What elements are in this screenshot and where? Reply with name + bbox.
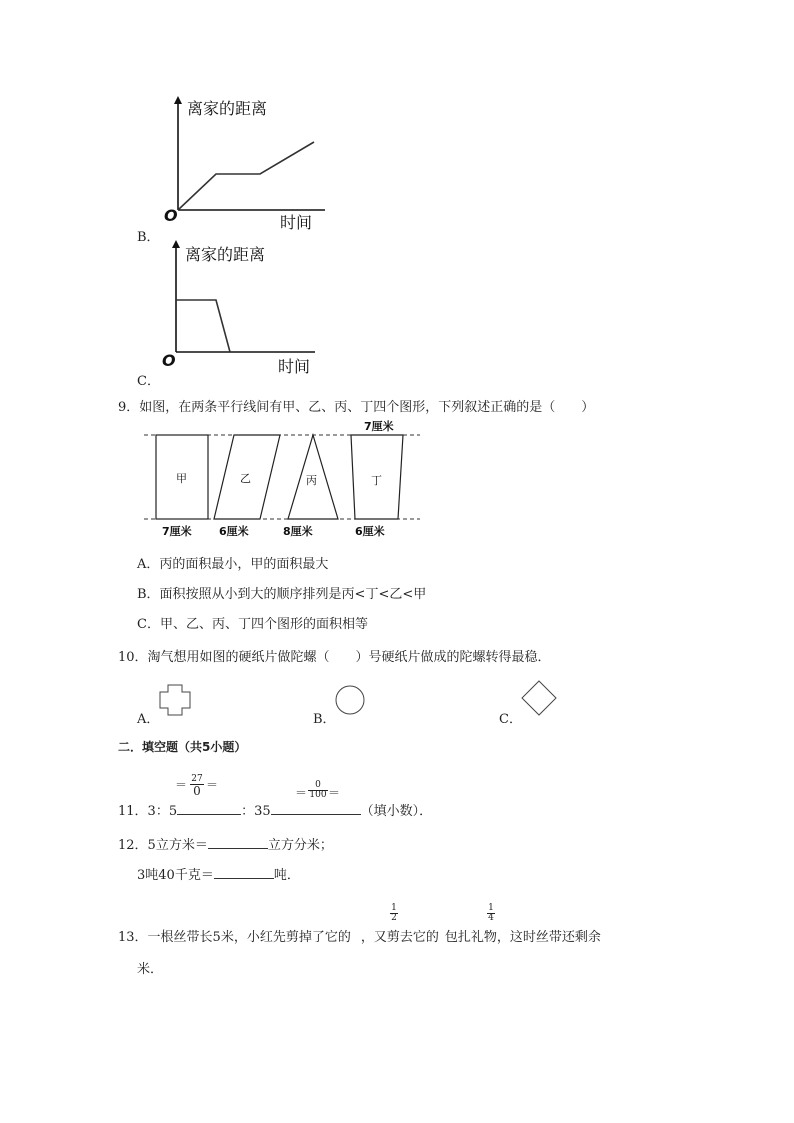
top-length-label: 7厘米 [364, 420, 394, 433]
shape-label-bing: 丙 [306, 474, 317, 487]
circle-shape-icon [334, 684, 366, 716]
shape-label-yi: 乙 [240, 472, 251, 485]
graph-b-line [178, 142, 314, 210]
graph-c-line [176, 300, 230, 352]
shape-label-jia: 甲 [176, 472, 187, 485]
q11-frac2 [295, 784, 307, 801]
graph-c-xlabel: 时间 [278, 357, 311, 376]
q13-line-2: 米． [137, 962, 164, 977]
shape-label-ding: 丁 [371, 474, 382, 487]
q11-blank-1[interactable] [177, 802, 241, 815]
q11-line [118, 800, 432, 819]
option-c-label: C． [137, 374, 160, 389]
q12-line2-suffix: 吨． [273, 868, 300, 883]
q10-option-a-label: A． [137, 712, 160, 727]
q11-frac1 [175, 776, 187, 793]
q11-suffix: （填小数）． [360, 804, 433, 819]
q11-fraction-1 [190, 775, 204, 798]
q13-frac2-den: 4 [488, 913, 494, 923]
graph-b [160, 92, 360, 232]
q10-option-c-label: C． [499, 712, 522, 727]
q12-line-1 [118, 834, 333, 853]
cross-shape-icon [158, 684, 192, 718]
q11-frac1-eq2: ＝ [206, 778, 219, 792]
q13-fraction-half [390, 904, 398, 923]
q11-frac1-num: 27 [191, 774, 203, 784]
q12-blank-2[interactable] [214, 866, 274, 879]
q12-line2-prefix: 3吨40千克＝ [137, 868, 214, 883]
q9-question: 9．如图，在两条平行线间有甲、乙、丙、丁四个图形，下列叙述正确的是（ ） [118, 400, 595, 415]
q11-frac1-den: 0 [193, 784, 201, 798]
graph-b-ylabel: 离家的距离 [187, 99, 268, 118]
graph-b-xlabel: 时间 [280, 213, 313, 232]
q9-option-c: C．甲、乙、丙、丁四个图形的面积相等 [137, 617, 368, 632]
section-heading: 二．填空题（共5小题） [118, 740, 247, 754]
q12-line1-prefix: 12．5立方米＝ [118, 838, 208, 853]
bottom-label-bing: 8厘米 [283, 525, 313, 538]
q11-prefix: 11．3：5 [118, 804, 178, 819]
q11-frac2-num: 0 [308, 781, 328, 791]
q13-part2: ，又剪去它的 [360, 930, 439, 945]
bottom-label-yi: 6厘米 [219, 525, 249, 538]
q11-frac2-den: 100 [309, 790, 327, 800]
graph-c-origin: O [162, 351, 176, 370]
q11-frac1-eq: ＝ [175, 778, 188, 792]
q10-option-b-label: B． [313, 712, 336, 727]
q11-fraction-2 [308, 781, 328, 800]
graph-b-origin: O [164, 206, 178, 225]
q9-option-b: B．面积按照从小到大的顺序排列是丙<丁<乙<甲 [137, 587, 427, 602]
graph-c-ylabel: 离家的距离 [185, 245, 266, 264]
q13-frac2-num: 1 [488, 903, 494, 913]
q11-mid: ：35 [241, 804, 271, 819]
bottom-label-jia: 7厘米 [162, 525, 192, 538]
q13-frac1-den: 2 [391, 913, 397, 923]
q11-frac1-eq2-wrap [206, 776, 218, 793]
q12-line1-suffix: 立方分米； [267, 838, 333, 853]
q13-part3: 包扎礼物，这时丝带还剩余 [444, 930, 601, 945]
q11-frac2-eq2-wrap [328, 784, 340, 801]
q13-fraction-quarter [487, 904, 495, 923]
diamond-shape-icon [521, 680, 557, 716]
graph-c [160, 238, 360, 378]
q13-part1: 13．一根丝带长5米，小红先剪掉了它的 [118, 930, 351, 945]
q11-frac2-eq: ＝ [295, 786, 308, 800]
q11-frac2-eq2: ＝ [328, 786, 341, 800]
q12-line-2 [137, 864, 300, 883]
q11-blank-2[interactable] [271, 802, 361, 815]
bottom-label-ding: 6厘米 [355, 525, 385, 538]
q10-question: 10．淘气想用如图的硬纸片做陀螺（ ）号硬纸片做成的陀螺转得最稳． [118, 650, 551, 665]
q9-figure [140, 418, 430, 543]
option-b-label: B． [137, 230, 160, 245]
q9-option-a: A．丙的面积最小，甲的面积最大 [137, 557, 329, 572]
q13-line-1 [118, 926, 601, 945]
q13-frac1-num: 1 [391, 903, 397, 913]
q12-blank-1[interactable] [208, 836, 268, 849]
